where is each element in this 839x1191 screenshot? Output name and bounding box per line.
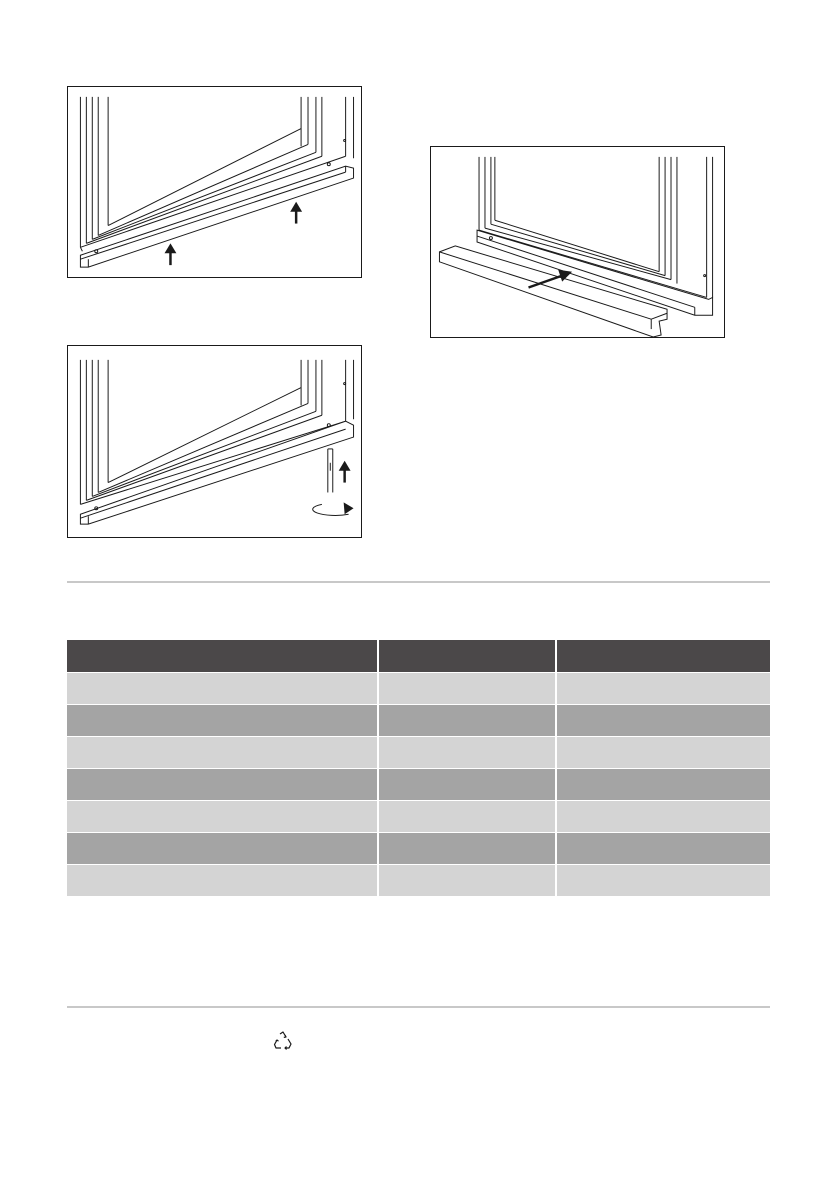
table-cell (379, 737, 557, 769)
door-illustration-1 (68, 87, 361, 277)
specification-table (67, 640, 770, 897)
table-cell (557, 705, 770, 737)
table-cell (557, 673, 770, 705)
figure-plinth-screw (67, 345, 362, 538)
table-cell (557, 769, 770, 801)
table-cell (379, 833, 557, 865)
table-cell (379, 705, 557, 737)
table-header-cell (379, 640, 557, 673)
table-cell (557, 833, 770, 865)
table-cell (379, 673, 557, 705)
figure-plinth-slide (430, 146, 725, 338)
table-row (67, 833, 770, 865)
table-row (67, 705, 770, 737)
table-row (67, 865, 770, 897)
table-cell (379, 865, 557, 897)
table-cell (557, 737, 770, 769)
table-row (67, 769, 770, 801)
table-row (67, 673, 770, 705)
table-cell (67, 737, 379, 769)
recycle-icon (272, 1030, 294, 1052)
table-cell (557, 865, 770, 897)
section-divider (67, 581, 770, 583)
table-header-row (67, 640, 770, 673)
table-header-cell (67, 640, 379, 673)
table-cell (67, 801, 379, 833)
door-illustration-2 (68, 346, 361, 537)
door-illustration-3 (431, 147, 724, 337)
section-divider (67, 1006, 770, 1008)
table-cell (557, 801, 770, 833)
table-cell (67, 833, 379, 865)
table-row (67, 737, 770, 769)
table-cell (379, 769, 557, 801)
table-cell (379, 801, 557, 833)
table-cell (67, 705, 379, 737)
table-row (67, 801, 770, 833)
figure-plinth-insert (67, 86, 362, 278)
table-cell (67, 673, 379, 705)
table-header-cell (557, 640, 770, 673)
table-cell (67, 865, 379, 897)
table-cell (67, 769, 379, 801)
